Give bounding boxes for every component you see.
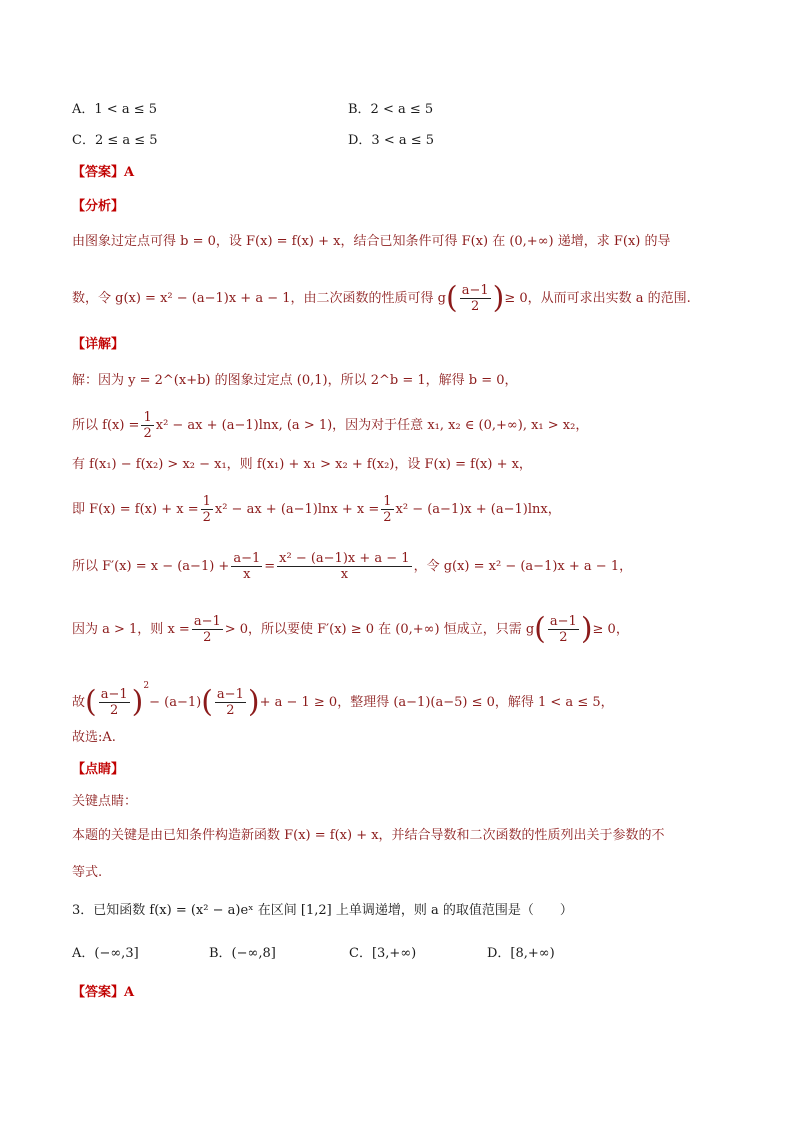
- detail-line-6: 因为 a > 1，则 x = $\frac{a-1}{2}$ > 0，所以要使 F′(x) ≥ 0 在 (0,+∞) 恒成立，只需 g( $\frac{a-1}{2}$ )≥ 0，: [72, 611, 629, 647]
- detail-line-1: 解：因为 y = 2^(x+b) 的图象过定点 (0,1)，所以 2^b = 1，解得 b = 0，: [72, 373, 518, 388]
- option-b: B．2 < a ≤ 5: [348, 102, 434, 117]
- q3-option-d: D．[8,+∞): [487, 946, 555, 961]
- answer-1: [72, 163, 134, 183]
- q3-option-a: A．(−∞,3]: [72, 946, 139, 961]
- detail-line-7: 故( $\frac{a-1}{2}$ )$^2$− (a−1)( $\frac{a-1}{2}$ )+ a − 1 ≥ 0，整理得 (a−1)(a−5) ≤ 0，解得 1 < a ≤ 5，: [72, 681, 614, 720]
- question-3-options: [72, 944, 555, 964]
- detail-line-8: 故选:A.: [72, 730, 116, 745]
- detail-line-3: 有 f(x₁) − f(x₂) > x₂ − x₁，则 f(x₁) + x₁ > x₂ + f(x₂)，设 F(x) = f(x) + x，: [72, 457, 532, 472]
- q3-option-c: C．[3,+∞): [349, 946, 417, 961]
- analysis-line-1: 由图象过定点可得 b = 0，设 F(x) = f(x) + x，结合已知条件可得 F(x) 在 (0,+∞) 递增，求 F(x) 的导: [72, 234, 671, 249]
- comment-line-1: 关键点睛：: [72, 794, 138, 809]
- comment-line-2: 本题的关键是由已知条件构造新函数 F(x) = f(x) + x，并结合导数和二次函数的性质列出关于参数的不: [72, 828, 665, 843]
- option-c: C．2 ≤ a ≤ 5: [72, 133, 158, 148]
- option-d: D．3 < a ≤ 5: [348, 133, 435, 148]
- answer-3: [72, 983, 134, 1003]
- answer-value: A: [124, 165, 135, 180]
- answer-3-value: A: [124, 985, 135, 1000]
- analysis-line-2: 数，令 g(x) = x² − (a−1)x + a − 1，由二次函数的性质可得 g( $\frac{a-1}{2}$ )≥ 0，从而可求出实数 a 的范围.: [72, 280, 691, 316]
- option-a: A．1 < a ≤ 5: [72, 102, 157, 117]
- comment-tag: 【点睛】: [72, 762, 125, 777]
- comment-line-3: 等式.: [72, 865, 103, 880]
- detail-tag: 【详解】: [72, 337, 125, 352]
- analysis-tag: 【分析】: [72, 199, 125, 214]
- answer-3-tag: 【答案】: [72, 985, 125, 1000]
- answer-tag: 【答案】: [72, 165, 125, 180]
- detail-line-5: 所以 F′(x) = x − (a−1) + $\frac{a-1}{x}$ = $\frac{\text{x² − (a−1)x + a − 1}}{x}$ ，令 g(x) = x² − (a−1)x + a − 1，: [72, 551, 633, 582]
- detail-line-4: 即 F(x) = f(x) + x = $\frac{1}{2}$ x² − ax + (a−1)lnx + x = $\frac{1}{2}$ x² − (a−1)x + (a−1)lnx，: [72, 494, 561, 525]
- q3-option-b: B．(−∞,8]: [209, 946, 276, 961]
- question-3-stem: 3．已知函数 f(x) = (x² − a)eˣ 在区间 [1,2] 上单调递增，则 a 的取值范围是（ ）: [72, 903, 573, 918]
- detail-line-2: 所以 f(x) = $\frac{1}{2}$ x² − ax + (a−1)lnx, (a > 1)，因为对于任意 x₁, x₂ ∈ (0,+∞), x₁ > x₂，: [72, 410, 589, 441]
